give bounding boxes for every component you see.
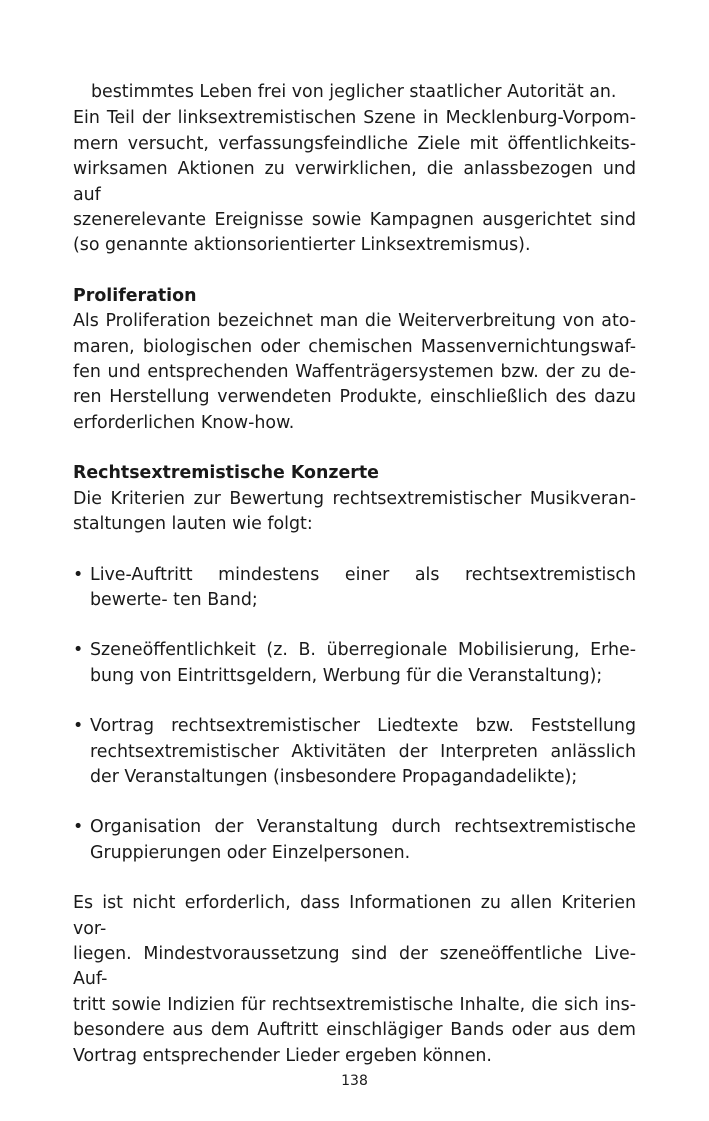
page-number: 138 — [341, 1073, 368, 1089]
text-line: staltungen lauten wie folgt: — [73, 514, 313, 535]
text-line: maren, biologischen oder chemischen Massenvernichtungswaf- — [73, 336, 636, 357]
text-line: Live-Auftritt mindestens einer als rechtsextremistisch bewerte- — [90, 564, 636, 610]
list-item — [73, 714, 636, 790]
text-line: besondere aus dem Auftritt einschlägiger Bands oder aus dem — [73, 1020, 636, 1041]
text-line: erforderlichen Know-how. — [73, 412, 295, 433]
intro-line: bestimmtes Leben frei von jeglicher staatlicher Autorität an. — [91, 82, 617, 102]
text-line: Die Kriterien zur Bewertung rechtsextremistischer Musikveran- — [73, 488, 636, 509]
text-line: Es ist nicht erforderlich, dass Informationen zu allen Kriterien vor- — [73, 893, 636, 939]
text-line: Ein Teil der linksextremistischen Szene in Mecklenburg-Vorpom- — [73, 108, 636, 129]
bullet-icon: • — [73, 564, 84, 585]
text-line: wirksamen Aktionen zu verwirklichen, die anlassbezogen und auf — [73, 159, 636, 205]
text-line: tritt sowie Indizien für rechtsextremistische Inhalte, die sich ins- — [73, 994, 636, 1015]
text-line: Szeneöffentlichkeit (z. B. überregionale Mobilisierung, Erhe- — [90, 640, 636, 661]
bullet-icon: • — [73, 716, 84, 737]
closing-paragraph — [73, 891, 636, 1069]
text-line: Als Proliferation bezeichnet man die Weiterverbreitung von ato- — [73, 311, 636, 332]
list-item — [73, 638, 636, 689]
section-heading: Proliferation — [73, 285, 197, 306]
text-line: rechtsextremistischer Aktivitäten der Interpreten anlässlich der — [90, 741, 636, 787]
bullet-icon: • — [73, 817, 84, 838]
text-line: (so genannte aktionsorientierter Linksextremismus). — [73, 235, 531, 256]
text-line: Organisation der Veranstaltung durch rechtsextremistische — [90, 817, 636, 838]
criteria-list — [73, 563, 636, 867]
text-line: ten Band; — [173, 589, 258, 610]
text-line: Veranstaltungen (insbesondere Propagandadelikte); — [124, 766, 578, 787]
text-line: fen und entsprechenden Waffenträgersystemen bzw. der zu de- — [73, 362, 636, 383]
list-item — [73, 563, 636, 614]
text-line: Gruppierungen oder Einzelpersonen. — [90, 842, 411, 863]
section-heading: Rechtsextremistische Konzerte — [73, 463, 379, 484]
text-line: liegen. Mindestvoraussetzung sind der szeneöffentliche Live-Auf- — [73, 943, 636, 990]
section-proliferation — [73, 284, 636, 436]
document-page — [73, 0, 636, 1069]
bullet-icon: • — [73, 640, 84, 661]
text-line: ren Herstellung verwendeten Produkte, einschließlich des dazu — [73, 387, 636, 408]
list-item — [73, 815, 636, 866]
text-line: szenerelevante Ereignisse sowie Kampagnen ausgerichtet sind — [73, 210, 636, 231]
text-line: Vortrag entsprechender Lieder ergeben können. — [73, 1045, 492, 1066]
text-line: bung von Eintrittsgeldern, Werbung für die Veranstaltung); — [90, 665, 603, 686]
text-line: Vortrag rechtsextremistischer Liedtexte bzw. Feststellung — [90, 716, 636, 737]
paragraph-linksextremismus — [73, 106, 636, 258]
section-konzerte — [73, 461, 636, 537]
text-line: mern versucht, verfassungsfeindliche Ziele mit öffentlichkeits- — [73, 133, 636, 154]
